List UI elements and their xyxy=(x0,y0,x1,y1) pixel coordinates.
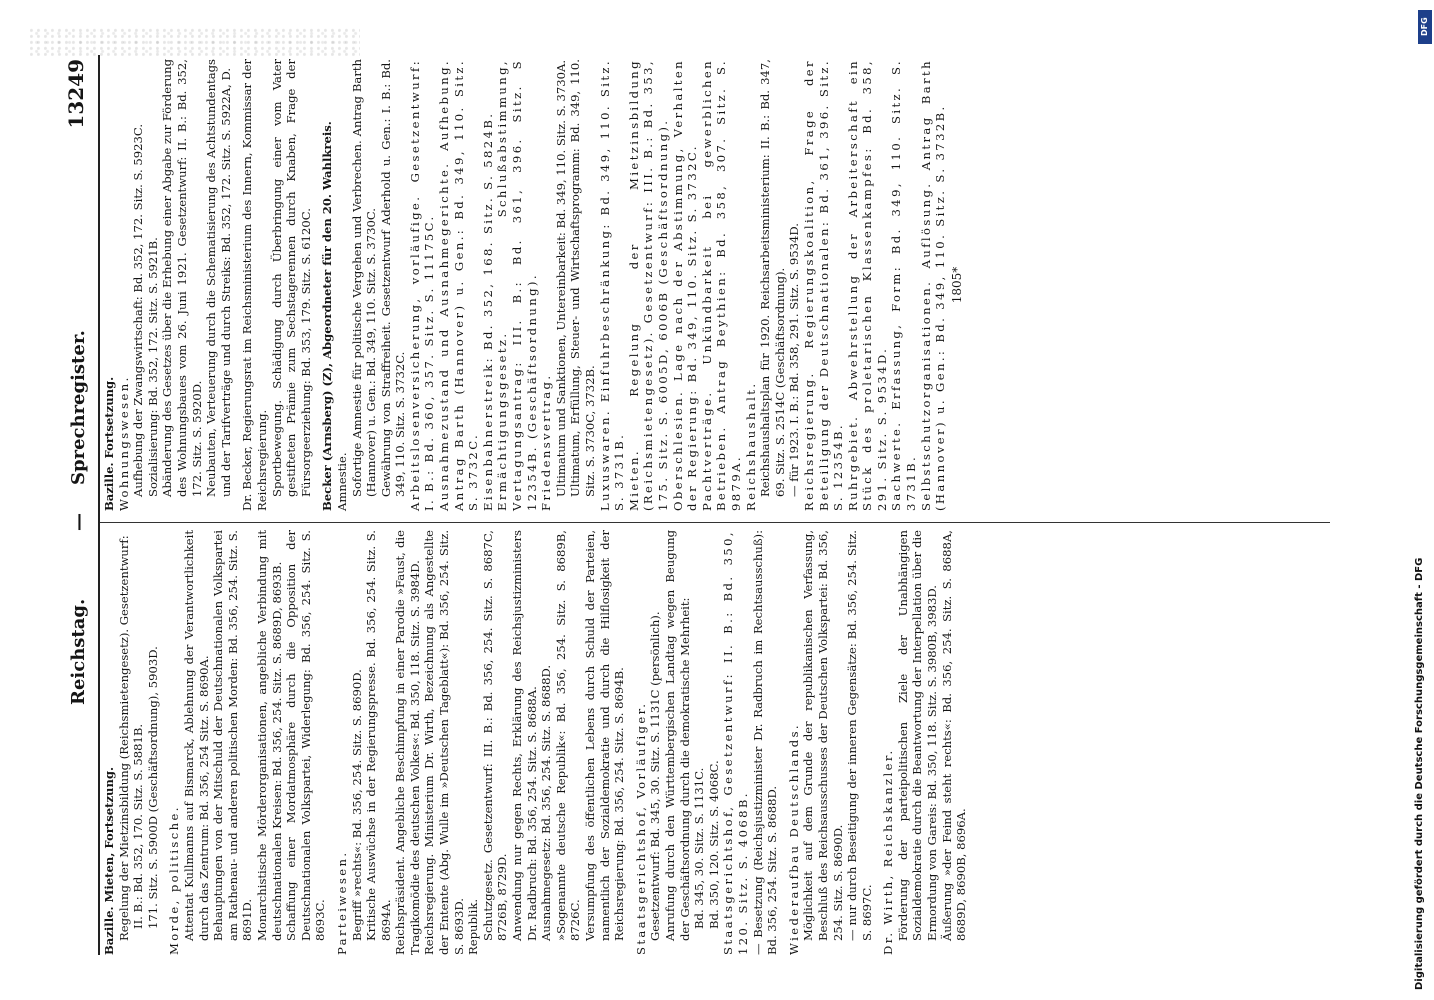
register-entry: Ultimatum, Erfüllung, Steuer- und Wirtschaftsprogramm: Bd. 349, 110. Sitz. S. 3730C, 3732B. xyxy=(568,59,597,497)
header-right: Sprechregister. xyxy=(68,330,89,485)
entry-gap xyxy=(160,530,167,955)
register-entry: — für 1923. I. B.: Bd. 358, 291. Sitz. S. 9534D. xyxy=(787,223,802,497)
entry-gap xyxy=(627,530,634,955)
register-entry: Ultimatum und Sanktionen, Untereinbarkeit: Bd. 349, 110. Sitz. S. 3730A. xyxy=(553,59,568,497)
register-entry: Luxuswaren. Einfuhrbeschränkung: Bd. 349, 110. Sitz. S. 3731B. xyxy=(597,59,627,511)
register-entry: II. B.: Bd. 352, 170. Sitz. S. 5881B. xyxy=(131,723,146,929)
register-entry: Gesetzentwurf: Bd. 345, 30. Sitz. S. 1131C (persönlich). xyxy=(648,611,663,941)
register-entry: Eisenbahnerstreik: Bd. 352, 168. Sitz. S. 5824B. xyxy=(480,111,495,511)
register-entry: Staatsgerichtshof, Vorläufiger. xyxy=(633,701,648,955)
dfg-notice: Digitalisierung gefördert durch die Deutsche Forschungsgemeinschaft - DFG xyxy=(1414,557,1425,990)
register-entry: Wohnungswesen. xyxy=(116,375,131,511)
right-column xyxy=(102,59,964,511)
header-rule xyxy=(98,55,100,955)
register-entry: Behauptungen von der Mitschuld der Deutschnationalen Volkspartei am Rathenau- und anderen politischen Morden: Bd. 356, 254. Sitz. S. 8691D. xyxy=(211,530,255,941)
register-entry: Sportbewegung. Schädigung durch Überbringung einer vom Vater gestifteten Prämie zum Sechstagerennen durch Knaben, Frage der Fürsorgeerziehung: Bd. 353, 179. Sitz. S. 6120C. xyxy=(269,59,313,497)
register-entry: 171. Sitz. S. 5900D (Geschäftsordnung), 5903D. xyxy=(145,646,160,929)
register-entry: Schaffung einer Mordatmosphäre durch die Opposition der Deutschnationalen Volkspartei, Widerlegung: Bd. 356, 254. Sitz. S. 8693C. xyxy=(284,530,328,941)
right-column-entries xyxy=(102,59,948,511)
header-separator: — xyxy=(68,513,89,531)
register-entry: Becker (Arnsberg) (Z), Abgeordneter für den 20. Wahlkreis. xyxy=(320,121,335,511)
register-entry: Selbstschutzorganisationen. Auflösung. Antrag Barth (Hannover) u. Gen.: Bd. 349, 110. Sitz. S. 3732B. xyxy=(918,59,948,511)
register-entry: Friedensvertrag. xyxy=(539,373,554,511)
register-entry: Ausnahmegesetz: Bd. 356, 254. Sitz. S. 8688D. xyxy=(539,664,554,941)
register-entry: Arbeitslosenversicherung, vorläufige. Gesetzentwurf: I. B.: Bd. 360, 357. Sitz. S. 11175C. xyxy=(407,59,437,511)
register-entry: Förderung der parteipolitischen Ziele der Unabhängigen Sozialdemokratie durch die Beantwortung der Interpellation über die Ermordung von Gareis: Bd. 350, 118. Sitz. S. 3980B, 3983D. xyxy=(895,530,940,941)
page-header xyxy=(60,55,96,955)
register-entry: Ermächtigungsgesetz. Schlußabstimmung, Vertagungsantrag: III. B.: Bd. 361, 396. Sitz. S 12354B. (Geschäftsordnung). xyxy=(495,59,539,511)
scan-noise xyxy=(30,28,360,56)
header-left: Reichstag. xyxy=(68,598,89,705)
register-entry: Pachtverträge. Unkündbarkeit bei gewerblichen Betrieben. Antrag Beythien: Bd. 358, 307. Sitz. S. 9879A. xyxy=(699,59,743,511)
register-entry: — Besetzung (Reichsjustizminister Dr. Radbruch im Rechtsausschuß): Bd. 356, 254. Sitz. S. 8688D. xyxy=(750,530,780,955)
register-entry: Bd. 350, 120. Sitz. S. 4068C. xyxy=(706,760,721,929)
register-entry: Schutzgesetz. Gesetzentwurf: III. B.: Bd. 356, 254. Sitz. S. 8687C, 8726B, 8729D. xyxy=(480,530,510,941)
register-entry: Äußerung »der Feind steht rechts«: Bd. 356, 254. Sitz. S. 8688A, 8689D, 8690B, 8696A. xyxy=(939,530,969,941)
register-entry: Ausnahmezustand und Ausnahmegerichte. Aufhebung. Antrag Barth (Hannover) u. Gen.: Bd. 349, 110. Sitz. S. 3732C. xyxy=(437,59,481,511)
register-entry: Staatsgerichtshof, Gesetzentwurf: II. B.: Bd. 350, 120. Sitz. S. 4068B. xyxy=(721,530,750,955)
register-entry: Bazille. Mieten, Fortsetzung. xyxy=(102,766,116,955)
register-entry: »Sogenannte deutsche Republik«: Bd. 356, 254. Sitz. S. 8689B, 8726C. xyxy=(553,530,583,941)
register-entry: Reichshaushalt. xyxy=(743,381,758,511)
register-entry: Regelung der Mietzinsbildung (Reichsmietengesetz). Gesetzentwurf: xyxy=(116,535,131,941)
register-entry: Abänderung des Gesetzes über die Erhebung einer Abgabe zur Förderung des Wohnungsbaues vom 26. Juni 1921. Gesetzentwurf: II. B.: Bd. 352, 172. Sitz. S. 5920D. xyxy=(160,59,204,497)
register-entry: Wiederaufbau Deutschlands. xyxy=(786,723,801,955)
register-entry: Möglichkeit auf dem Grunde der republikanischen Verfassung, Beschluß des Reichsausschusses der Deutschen Volkspartei: Bd. 356, 254. Sitz. S. 8690D. xyxy=(801,530,845,941)
left-column xyxy=(102,530,969,955)
entry-gap xyxy=(328,530,335,955)
register-entry: Attentat Kullmanns auf Bismarck, Ablehnung der Verantwortlichkeit durch das Zentrum: Bd. 356, 254 Sitz. S. 8690A. xyxy=(181,530,211,941)
footer-number: 1805* xyxy=(949,266,964,304)
register-entry: Mieten. Regelung der Mietzinsbildung (Reichsmietengesetz). Gesetzentwurf: III. B.: Bd. 353, 175. Sitz. S. 6005D, 6006B (Geschäftsordnung). xyxy=(626,59,670,511)
register-entry: Amnestie. xyxy=(334,452,349,511)
register-entry: Reichsregierung. Regierungskoalition, Frage der Beteiligung der Deutschnationalen: Bd. 361, 396. Sitz. S. 12354B. xyxy=(801,59,846,511)
entry-gap xyxy=(780,530,787,955)
register-entry: Neubauten, Verteuerung durch die Schematisierung des Achtstundentags und der Tarifverträge und durch Streiks: Bd. 352, 172. Sitz. S. 5922A, D. xyxy=(204,59,233,497)
register-entry: Reichsregierung. Ministerium Dr. Wirth, Bezeichnung als Angestellte der Entente (Abg. Wulle im »Deutschen Tageblatt«): Bd. 356, 254. Sitz. S. 8693D. xyxy=(422,530,466,955)
register-entry: Ruhrgebiet. Abwehrstellung der Arbeiterschaft ein Stück des proletarischen Klassenkampfes: Bd. 358, 291. Sitz. S. 9534D. xyxy=(845,59,889,511)
register-entry: Aufhebung der Zwangswirtschaft: Bd. 352, 172. Sitz. S. 5923C. xyxy=(131,123,146,497)
entry-gap xyxy=(233,59,240,511)
register-entry: Bazille. Fortsetzung. xyxy=(102,376,116,511)
register-entry: Versumpfung des öffentlichen Lebens durch Schuld der Parteien, namentlich der Sozialdemokratie und durch die Hilflosigkeit der Reichsregierung: Bd. 356, 254. Sitz. S. 8694B. xyxy=(583,530,627,941)
register-entry: Dr. Wirth, Reichskanzler. xyxy=(881,748,896,955)
register-entry: Dr. Becker, Regierungsrat im Reichsministerium des Innern, Kommissar der Reichsregierung. xyxy=(240,59,269,511)
register-entry: Begriff »rechts«: Bd. 356, 254. Sitz. S. 8690D. xyxy=(349,669,364,941)
register-entry: Parteiwesen. xyxy=(334,850,349,955)
register-entry: Republik. xyxy=(466,898,481,955)
page-number: 13249 xyxy=(64,59,88,129)
column-divider xyxy=(100,522,1330,523)
entry-gap xyxy=(874,530,881,955)
register-entry: Reichshaushaltsplan für 1920. Reichsarbeitsministerium: II. B.: Bd. 347, 69. Sitz. S. 2514C (Geschäftsordnung). xyxy=(758,59,787,497)
register-entry: — nur durch Beseitigung der inneren Gegensätze: Bd. 356, 254. Sitz. S. 8697C. xyxy=(845,530,874,941)
entry-gap xyxy=(313,59,320,511)
register-page xyxy=(60,55,1380,955)
register-entry: Oberschlesien. Lage nach der Abstimmung, Verhalten der Regierung: Bd. 349, 110. Sitz. S. 3732C. xyxy=(670,59,700,511)
register-entry: Anwendung nur gegen Rechts, Erklärung des Reichsjustizministers Dr. Radbruch: Bd. 356, 254. Sitz. S. 8688A. xyxy=(510,530,539,941)
register-entry: Monarchistische Mörderorganisationen, angebliche Verbindung mit deutschnationalen Kreisen: Bd. 356, 254. Sitz. S. 8689D, 8693B. xyxy=(254,530,284,941)
register-entry: Reichspräsident. Angebliche Beschimpfung in einer Parodie »Faust, die Tragikomödie des deutschen Volkes«: Bd. 350, 118. Sitz. S. 3984D. xyxy=(393,530,422,955)
register-entry: Anrufung durch den Württembergischen Landtag wegen Beugung der Geschäftsordnung durch die demokratische Mehrheit: xyxy=(662,530,692,941)
dfg-logo: DFG xyxy=(1418,10,1432,44)
register-entry: Sozialisierung: Bd. 352, 172. Sitz. S. 5921B. xyxy=(145,237,160,497)
register-entry: Morde, politische. xyxy=(167,805,182,955)
register-entry: Sofortige Amnestie für politische Vergehen und Verbrechen. Antrag Barth (Hannover) u. Gen.: Bd. 349, 110. Sitz. S. 3730C. xyxy=(349,59,379,497)
register-entry: Bd. 345, 30. Sitz. S. 1131C. xyxy=(692,767,707,929)
register-entry: Gewährung von Straffreiheit. Gesetzentwurf Aderhold u. Gen.: I. B.: Bd. 349, 110. Sitz. S. 3732C. xyxy=(378,59,408,497)
register-entry: Sachwerte. Erfassung, Form: Bd. 349, 110. Sitz. S. 3731B. xyxy=(889,59,919,511)
register-entry: Kritische Auswüchse in der Regierungspresse. Bd. 356, 254. Sitz. S. 8694A. xyxy=(364,530,393,941)
